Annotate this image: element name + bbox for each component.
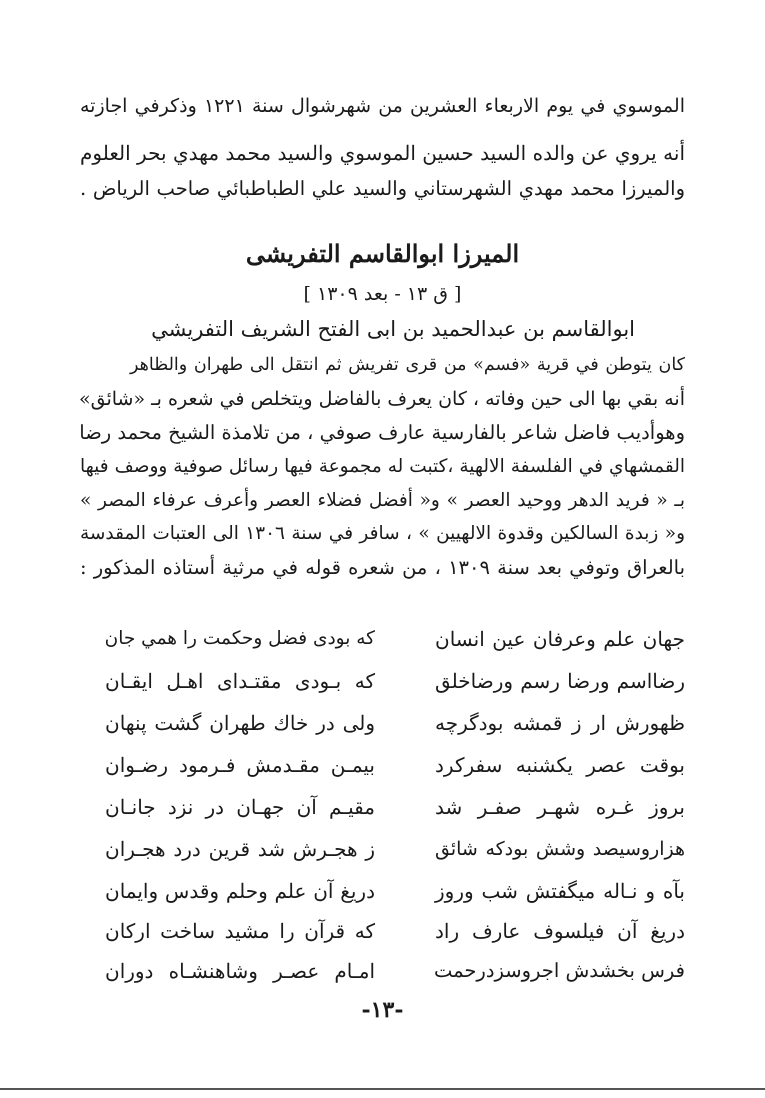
- verse-second-hemistich: ولى در خاك طهران گشت پنهان: [105, 711, 375, 735]
- verse-line: [80, 830, 685, 868]
- intro-line: والميرزا محمد مهدي الشهرستاني والسيد علي الطباطبائي صاحب الرياض .: [80, 177, 685, 200]
- verse-second-hemistich: كه بودى فضل وحكمت را همي جان: [104, 628, 375, 649]
- verse-second-hemistich: امـام عصـر وشاهنشـاه دوران: [105, 959, 375, 983]
- verse-line: [80, 872, 685, 910]
- paragraph-line: القمشهاي في الفلسفة الالهية ،كتبت له مجموعة فيها رسائل صوفية ووصف فيها: [80, 456, 685, 477]
- verse-first-hemistich: ظهورش ار ز قمشه بودگرچه: [435, 711, 685, 735]
- verse-first-hemistich: جهان علم وعرفان عين انسان: [435, 627, 685, 651]
- paragraph-line: كان يتوطن في قرية «فسم» من قرى تفريش ثم انتقل الى طهران والظاهر: [130, 355, 685, 375]
- intro-line: الموسوي في يوم الاربعاء العشرين من شهرشوال سنة ١٢٢١ وذكرفي اجازته: [80, 95, 685, 117]
- verse-second-hemistich: ز هجـرش شد قرين درد هجـران: [105, 837, 375, 861]
- intro-line: أنه يروي عن والده السيد حسين الموسوي والسيد محمد مهدي بحر العلوم: [80, 141, 685, 165]
- verse-second-hemistich: كه قرآن را مشيد ساخت اركان: [105, 919, 375, 943]
- section-dates: [ ق ١٣ - بعد ١٣٠٩ ]: [303, 283, 462, 305]
- paragraph-line: أنه بقي بها الى حين وفاته ، كان يعرف بالفاضل ويتخلص في شعره بـ «شائق»: [78, 388, 685, 410]
- paragraph-line: بـ « فريد الدهر ووحيد العصر » و« أفضل فضلاء العصر وأعرف عرفاء المصر »: [80, 490, 685, 511]
- verse-line: [80, 662, 685, 700]
- verse-line: [80, 704, 685, 742]
- verse-line: [80, 912, 685, 950]
- verse-line: [80, 620, 685, 658]
- verse-first-hemistich: بوقت عصر يكشنبه سفركرد: [435, 753, 685, 777]
- paragraph-line: وهوأديب فاضل شاعر بالفارسية عارف صوفي ، من تلامذة الشيخ محمد رضا: [79, 421, 685, 444]
- verse-first-hemistich: رضااسم ورضا رسم ورضاخلق: [435, 669, 685, 693]
- verse-second-hemistich: كه بـودى مقتـداى اهـل ايقـان: [105, 669, 375, 693]
- paragraph-line: و« زبدة السالكين وقدوة الالهيين » ، سافر في سنة ١٣٠٦ الى العتبات المقدسة: [80, 523, 686, 544]
- bottom-rule: [0, 1088, 765, 1090]
- verse-second-hemistich: بيمـن مقـدمش فـرمود رضـوان: [105, 753, 375, 777]
- verse-first-hemistich: دريغ آن فيلسوف عارف راد: [435, 919, 685, 943]
- verse-second-hemistich: دريغ آن علم وحلم وقدس وايمان: [105, 879, 375, 903]
- verse-line: [80, 746, 685, 784]
- verse-first-hemistich: فرس بخشدش اجروسزدرحمت: [433, 959, 685, 982]
- verse-line: [80, 952, 685, 990]
- verse-second-hemistich: مقيـم آن جهـان در نزد جانـان: [105, 795, 375, 819]
- page-number: -١٣-: [361, 997, 404, 1023]
- paragraph-line: ابوالقاسم بن عبدالحميد بن ابى الفتح الشريف التفريشي: [151, 317, 635, 341]
- paragraph-line: بالعراق وتوفي بعد سنة ١٣٠٩ ، من شعره قوله في مرثية أستاذه المذكور :: [80, 556, 685, 579]
- verse-first-hemistich: بروز غـره شهـر صفـر شد: [435, 795, 685, 819]
- section-title: الميرزا ابوالقاسم التفريشى: [245, 239, 520, 268]
- verse-first-hemistich: هزاروسيصد وشش بودكه شائق: [435, 838, 685, 860]
- verse-line: [80, 788, 685, 826]
- verse-first-hemistich: بآه و نـاله ميگفتش شب وروز: [435, 879, 685, 903]
